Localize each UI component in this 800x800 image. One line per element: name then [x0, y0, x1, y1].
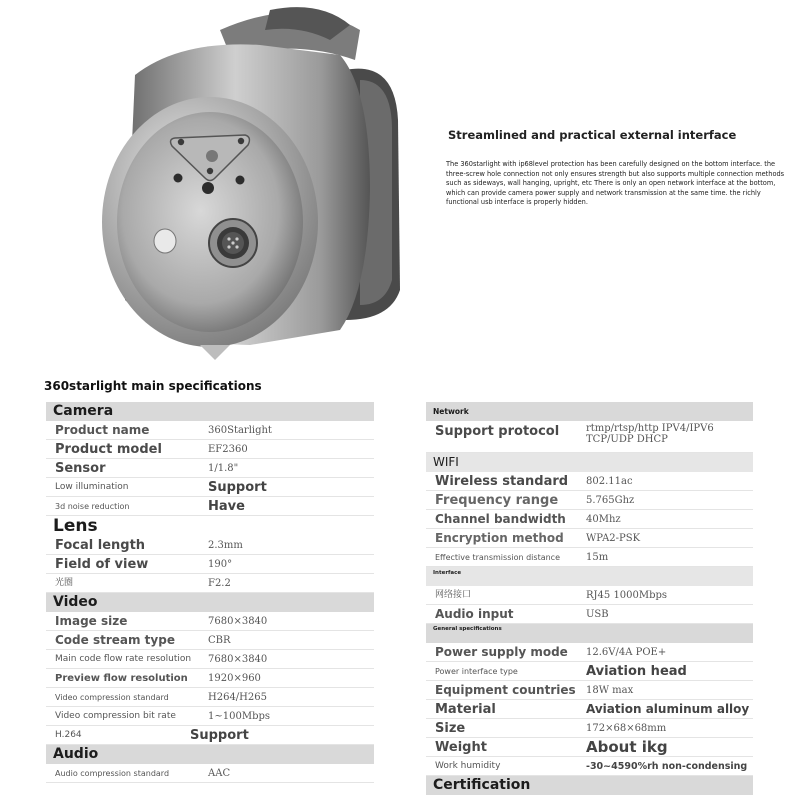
- spec-value: 12.6V/4A POE+: [586, 647, 667, 658]
- spec-value: Aviation aluminum alloy: [586, 702, 750, 716]
- spec-value: Support: [208, 480, 267, 495]
- spec-row: [426, 662, 753, 681]
- spec-row: [426, 719, 753, 738]
- hero-description: [446, 128, 786, 208]
- hero-body: The 360starlight with ip68level protection has been carefully designed on the bottom interface. the three-screw hole connection not only ensures strength but also supports multiple connection methods such as sideways, wall hanging, upright, etc There is only an open network interface at the bottom, which can provide camera power supply and network transmission at the same time. the richly functional usb interface is properly hidden.: [446, 160, 785, 207]
- spec-value: 2.3mm: [208, 540, 243, 551]
- spec-row: [426, 586, 753, 605]
- spec-key: Field of view: [55, 557, 149, 572]
- spec-key: Support protocol: [435, 424, 560, 439]
- spec-key: H.264: [55, 730, 82, 740]
- spec-row: [426, 757, 753, 776]
- spec-value: F2.2: [208, 578, 231, 589]
- spec-row: [46, 764, 374, 783]
- spec-value: CBR: [208, 635, 231, 646]
- spec-row: [426, 700, 753, 719]
- spec-value: rtmp/rtsp/http IPV4/IPV6 TCP/UDP DHCP: [586, 423, 714, 445]
- section-network: Network: [426, 402, 753, 421]
- spec-value: Support: [190, 728, 249, 743]
- spec-row: [426, 491, 753, 510]
- spec-key: Audio compression standard: [55, 769, 170, 778]
- spec-row: [426, 548, 753, 567]
- spec-row: [426, 605, 753, 624]
- spec-value: 802.11ac: [586, 476, 633, 487]
- section-video: Video: [46, 593, 374, 612]
- spec-row: [426, 681, 753, 700]
- spec-value: AAC: [208, 768, 231, 779]
- spec-table-left: [46, 402, 374, 783]
- spec-value: 7680×3840: [208, 654, 268, 665]
- spec-row: [46, 669, 374, 688]
- spec-key: Material: [435, 702, 496, 717]
- spec-row: [426, 643, 753, 662]
- spec-value: Have: [208, 499, 245, 514]
- spec-key: 3d noise reduction: [55, 502, 130, 511]
- section-camera: Camera: [46, 402, 374, 421]
- spec-key: Power interface type: [435, 667, 518, 676]
- spec-value: USB: [586, 609, 609, 620]
- spec-row: [46, 440, 374, 459]
- spec-row: [46, 536, 374, 555]
- spec-key: Effective transmission distance: [435, 553, 560, 562]
- spec-value: -30~4590%rh non-condensing: [586, 761, 748, 772]
- spec-key: Main code flow rate resolution: [55, 654, 192, 664]
- spec-key: Video compression standard: [55, 693, 169, 702]
- spec-key: Video compression bit rate: [55, 711, 176, 721]
- spec-row: [46, 707, 374, 726]
- spec-table-right: [426, 402, 753, 795]
- camera-product-image: [0, 0, 440, 370]
- spec-value: WPA2-PSK: [586, 533, 641, 544]
- section-lens: Lens: [46, 516, 374, 536]
- spec-row: [46, 574, 374, 593]
- spec-key: Product model: [55, 442, 162, 457]
- spec-row: [46, 478, 374, 497]
- spec-row: [46, 555, 374, 574]
- spec-value: RJ45 1000Mbps: [586, 590, 668, 601]
- section-wifi: WIFI: [426, 453, 753, 472]
- spec-key: Channel bandwidth: [435, 512, 566, 526]
- spec-value: 5.765Ghz: [586, 495, 635, 506]
- spec-row: [46, 631, 374, 650]
- spec-value: H264/H265: [208, 692, 267, 703]
- spec-row: [426, 472, 753, 491]
- spec-key: Encryption method: [435, 531, 564, 545]
- spec-value: EF2360: [208, 444, 248, 455]
- section-general-specifications: General specifications: [426, 624, 753, 643]
- spec-value: About ikg: [586, 738, 668, 756]
- spec-value: 15m: [586, 552, 609, 563]
- spec-key: Product name: [55, 423, 150, 437]
- spec-value: 18W max: [586, 685, 634, 696]
- spec-row: [426, 738, 753, 757]
- spec-value: 1~100Mbps: [208, 711, 271, 722]
- spec-row: [46, 688, 374, 707]
- spec-row: [46, 421, 374, 440]
- section-interface: Interface: [426, 567, 753, 586]
- spec-value: 1/1.8": [208, 463, 239, 474]
- spec-key: Audio input: [435, 607, 514, 621]
- specs-heading: 360starlight main specifications: [44, 379, 262, 393]
- spec-row: [46, 726, 374, 745]
- spec-key: Preview flow resolution: [55, 673, 188, 684]
- section-certification: Certification: [426, 776, 753, 795]
- spec-key: Equipment countries: [435, 683, 576, 697]
- spec-key: Size: [435, 721, 466, 736]
- hero-title: Streamlined and practical external interface: [448, 128, 737, 142]
- spec-row: [46, 612, 374, 631]
- spec-key: Focal length: [55, 538, 146, 553]
- product-hero: [0, 0, 800, 370]
- spec-value: 1920×960: [208, 673, 261, 684]
- spec-key: Weight: [435, 740, 487, 755]
- spec-row: [426, 510, 753, 529]
- spec-row: [426, 421, 753, 453]
- spec-key: Code stream type: [55, 633, 175, 647]
- spec-key: Low illumination: [55, 482, 129, 492]
- spec-row: [46, 497, 374, 516]
- spec-value: 360Starlight: [208, 425, 272, 436]
- spec-key: Sensor: [55, 461, 106, 476]
- spec-key: Power supply mode: [435, 645, 568, 659]
- spec-value: 7680×3840: [208, 616, 268, 627]
- section-audio: Audio: [46, 745, 374, 764]
- spec-key: Frequency range: [435, 493, 559, 508]
- spec-value: 190°: [208, 559, 233, 570]
- spec-value: 40Mhz: [586, 514, 621, 525]
- spec-row: [46, 650, 374, 669]
- spec-value: 172×68×68mm: [586, 723, 667, 734]
- spec-value: Aviation head: [586, 664, 687, 679]
- spec-key: Work humidity: [435, 761, 501, 771]
- spec-row: [46, 459, 374, 478]
- spec-key: 网络接口: [435, 590, 472, 600]
- spec-key: Wireless standard: [435, 474, 569, 489]
- spec-key: 光圈: [55, 578, 74, 588]
- spec-key: Image size: [55, 614, 128, 628]
- spec-row: [426, 529, 753, 548]
